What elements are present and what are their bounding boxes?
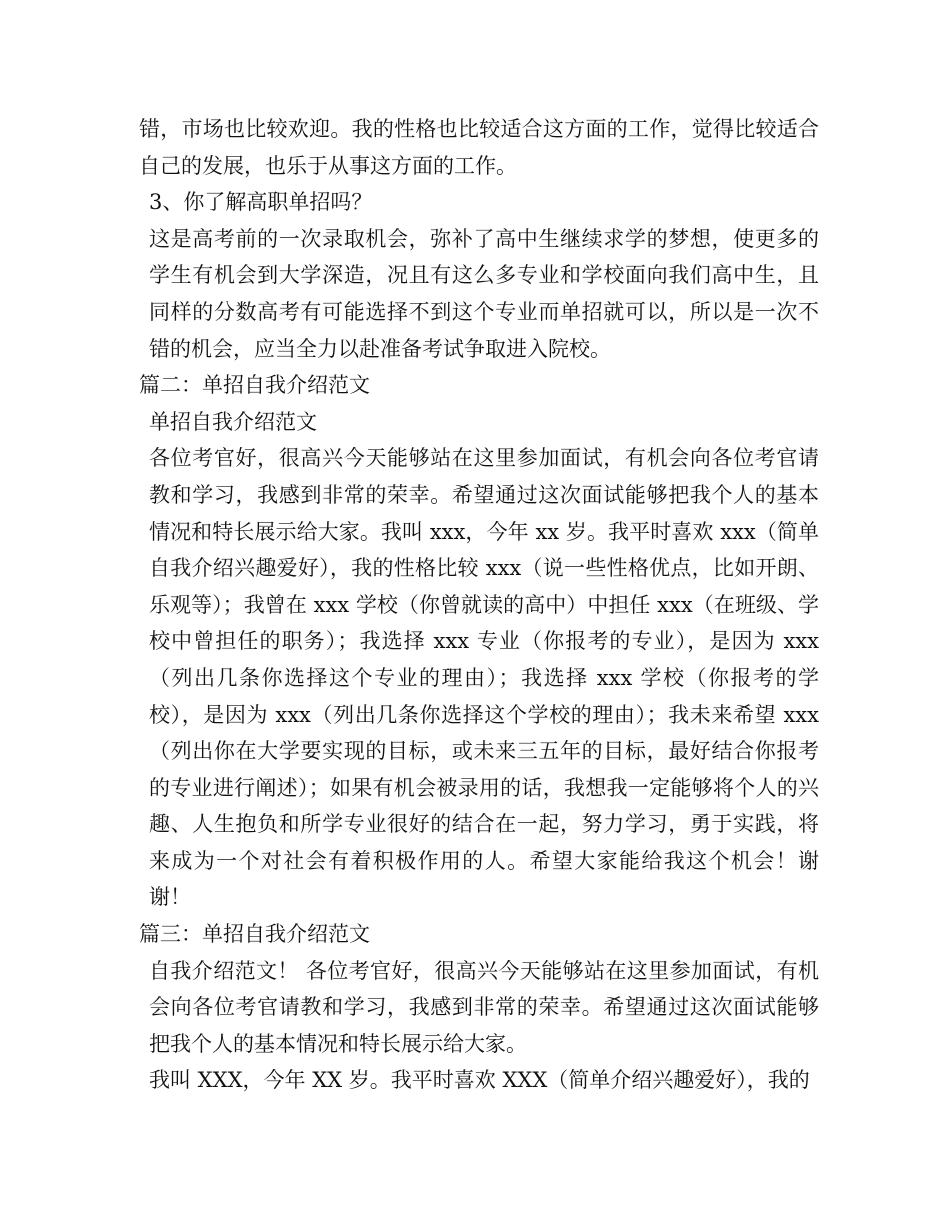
section-heading-3: 篇三：单招自我介绍范文 (139, 922, 370, 947)
document-body (139, 111, 819, 1099)
answer-paragraph: 这是高考前的一次录取机会，弥补了高中生继续求学的梦想，使更多的学生有机会到大学深造，况且有这么多专业和学校面向我们高中生，且同样的分数高考有可能选择不到这个专业而单招就可以，所以是一次不错的机会，应当全力以赴准备考试争取进入院校。 (149, 226, 819, 361)
intro-paragraph-3: 自我介绍范文！ 各位考官好，很高兴今天能够站在这里参加面试，有机会向各位考官请教和学习，我感到非常的荣幸。希望通过这次面试能够把我个人的基本情况和特长展示给大家。 (149, 958, 819, 1056)
paragraph-continuation: 错，市场也比较欢迎。我的性格也比较适合这方面的工作，觉得比较适合自己的发展，也乐于从事这方面的工作。 (139, 117, 819, 178)
section-subtitle-2: 单招自我介绍范文 (149, 409, 317, 434)
section-heading-2: 篇二：单招自我介绍范文 (139, 373, 370, 398)
intro-paragraph-2: 各位考官好，很高兴今天能够站在这里参加面试，有机会向各位考官请教和学习，我感到非常的荣幸。希望通过这次面试能够把我个人的基本情况和特长展示给大家。我叫 xxx，今年 xx 岁。我平时喜欢 xxx（简单自我介绍兴趣爱好），我的性格比较 xxx（说一些性格优点，比如开朗、乐观等）；我曾在 xxx 学校（你曾就读的高中）中担任 xxx（在班级、学校中曾担任的职务）；我选择 xxx 专业（你报考的专业），是因为 xxx（列出几条你选择这个专业的理由）；我选择 xxx 学校（你报考的学校），是因为 xxx（列出几条你选择这个学校的理由）；我未来希望 xxx（列出你在大学要实现的目标，或未来三五年的目标，最好结合你报考的专业进行阐述）；如果有机会被录用的话，我想我一定能够将个人的兴趣、人生抱负和所学专业很好的结合在一起，努力学习，勇于实践，将来成为一个对社会有着积极作用的人。希望大家能给我这个机会！谢谢！ (149, 446, 819, 910)
intro-paragraph-3b: 我叫 XXX，今年 XX 岁。我平时喜欢 XXX（简单介绍兴趣爱好），我的 (149, 1068, 810, 1093)
question-heading: 3、你了解高职单招吗？ (149, 190, 373, 215)
